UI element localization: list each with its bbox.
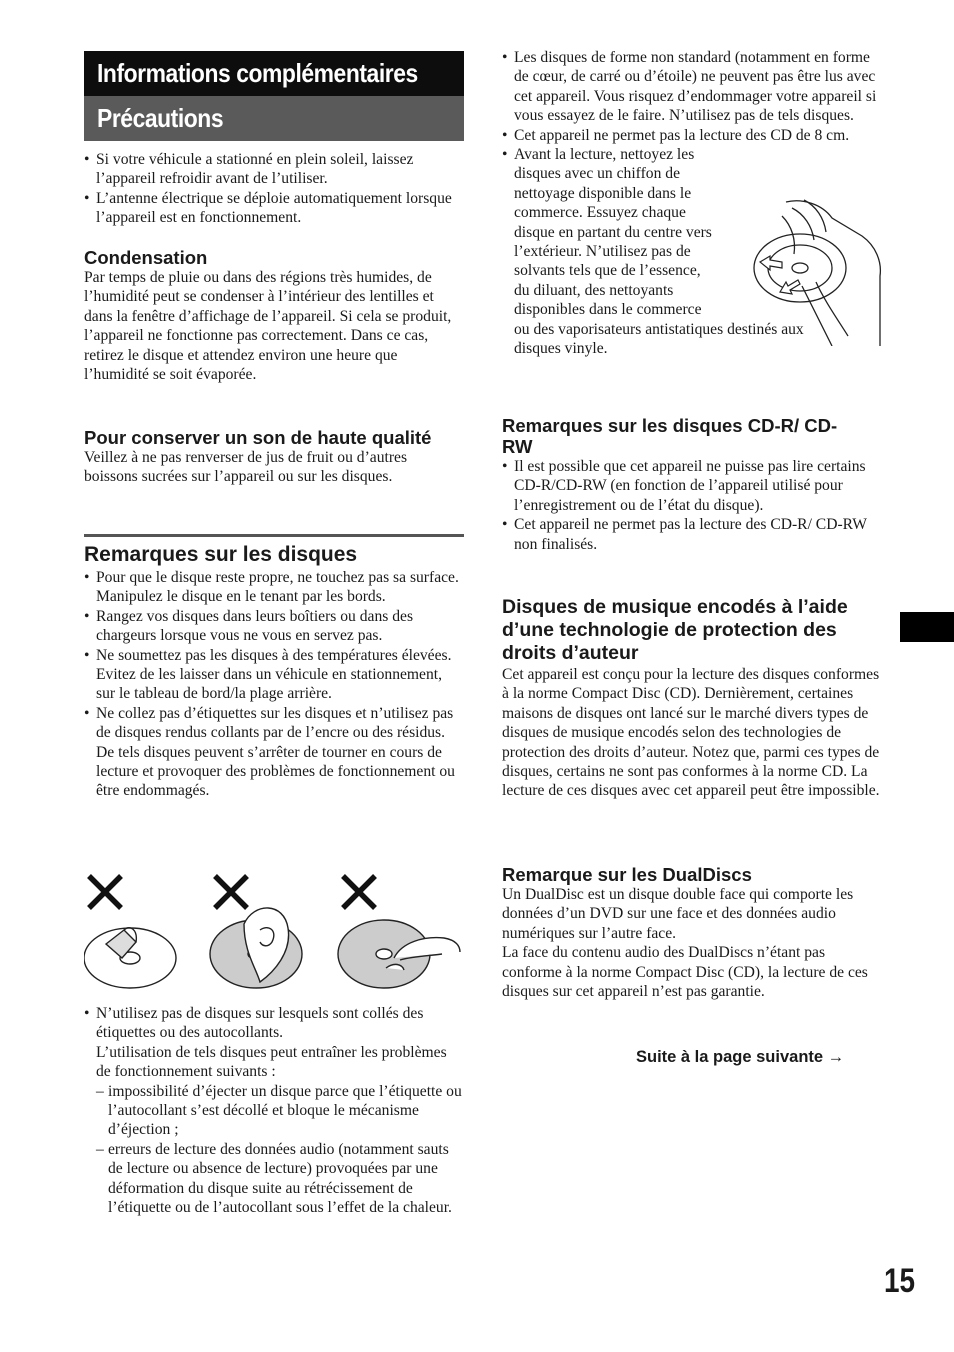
continued-next-page: Suite à la page suivante → [636,1048,845,1066]
music-text: Cet appareil est conçu pour la lecture des disques conformes à la norme Compact Disc (CD). Dernièrement, certaines maisons de disques ont lancé sur le marché divers types de disques de musique encodés selon des technologies de protection des droits d’auteur. Notez que, parmi ces types de disques, certains ne sont pas conformes à la norme CD. La lecture de ces disques avec cet appareil peut être impossible. [502,666,880,800]
page-number: 15 [884,1262,916,1300]
page-title: Précautions [97,103,224,133]
condensation-heading: Condensation [84,247,208,268]
list-item: • Les disques de forme non standard (notamment en forme de cœur, de carré ou d’étoile) ne peuvent pas être lus avec cet appareil. Vous risquez d’endommager votre appareil si vous essayez de le faire. N’utilisez pas de tels disques. [502,48,882,126]
sticker-section [84,1004,464,1217]
list-item [84,1004,464,1217]
dualdisc-heading: Remarque sur les DualDiscs [502,864,752,885]
list-item: • Ne soumettez pas les disques à des températures élevées. Evitez de les laisser dans un véhicule en stationnement, sur le tableau de bord/la plage arrière. [84,646,464,704]
sticker-warning: N’utilisez pas de disques sur lesquels sont collés des étiquettes ou des autocollants. [96,1005,424,1042]
list-item: • Cet appareil ne permet pas la lecture des CD-R/ CD-RW non finalisés. [502,515,882,554]
dash-item: – impossibilité d’éjecter un disque parce que l’étiquette ou l’autocollant s’est décollé et bloque le mécanisme d’éjection ; [96,1082,464,1140]
cdr-list [502,457,882,554]
page-title-banner [84,96,464,141]
list-item: • L’antenne électrique se déploie automatiquement lorsque l’appareil est en fonctionnement. [84,189,464,228]
music-heading: Disques de musique encodés à l’aide d’une technologie de protection des droits d’auteur [502,596,848,664]
quality-text: Veillez à ne pas renverser de jus de fruit ou d’autres boissons sucrées sur l’appareil ou sur les disques. [84,449,408,486]
intro-list-block [84,150,464,228]
sticky-disc-icon [338,920,460,988]
sticker-explanation: L’utilisation de tels disques peut entraîner les problèmes de fonctionnement suivants : [96,1043,447,1081]
sticker-list [84,1004,464,1217]
dualdisc-text-2: La face du contenu audio des DualDiscs n’étant pas conforme à la norme Compact Disc (CD), la lecture de ces disques sur cet appareil n’est pas garantie. [502,944,868,1001]
discs-heading: Remarques sur les disques [84,543,358,566]
list-item: • Si votre véhicule a stationné en plein soleil, laissez l’appareil refroidir avant de l’utiliser. [84,150,464,189]
section-title: Informations complémentaires [97,58,418,88]
cross-icon [89,876,121,908]
prohibited-illustration [84,872,464,992]
list-item: • Pour que le disque reste propre, ne touchez pas sa surface. Manipulez le disque en le tenant par les bords. [84,568,464,607]
condensation-section [84,247,464,384]
list-item: • Il est possible que cet appareil ne puisse pas lire certains CD-R/CD-RW (en fonction de l’appareil utilisé pour l’enregistrement ou de l’état du disque). [502,457,882,515]
cleaning-illustration [752,196,882,346]
cdr-heading: Remarques sur les disques CD-R/ CD-RW [502,415,838,457]
cross-icon [343,876,375,908]
dash-item: – erreurs de lecture des données audio (notamment sauts de lecture ou absence de lecture) provoquées par une déformation du disque suite au rétrécissement de l’étiquette ou de l’autocollant sous l’effet de la chaleur. [96,1140,464,1218]
quality-section [84,427,464,487]
discs-list [84,568,464,801]
cdr-section [502,415,882,554]
quality-heading: Pour conserver un son de haute qualité [84,427,432,448]
dualdisc-text-1: Un DualDisc est un disque double face qui comporte les données d’un DVD sur une face et des données audio numériques sur l’autre face. [502,886,854,942]
list-item: • Ne collez pas d’étiquettes sur les disques et n’utilisez pas de disques rendus collants par de l’encre ou des résidus. De tels disques peuvent s’arrêter de tourner en cours de lecture et provoquer des problèmes de fonctionnement ou être endommagés. [84,704,464,801]
list-item: • Rangez vos disques dans leurs boîtiers ou dans des chargeurs lorsque vous ne vous en servez pas. [84,607,464,646]
section-divider [84,534,464,537]
list-item cleaning-item: • Avant la lecture, nettoyez les disques avec un chiffon de nettoyage disponible dans le commerce. Essuyez chaque disque en partant du centre vers l’extérieur. N’utilisez pas de solvants tels que de l’essence, du diluant, des nettoyants disponibles dans le commerce ou des vaporisateurs antistatiques destinés aux disques vinyle. [502,145,882,358]
list-item: • Cet appareil ne permet pas la lecture des CD de 8 cm. [502,126,882,145]
intro-list [84,150,464,228]
music-section [502,596,882,801]
condensation-text: Par temps de pluie ou dans des régions très humides, de l’humidité peut se condenser à l’intérieur des lentilles et dans la fenêtre d’affichage de l’appareil. Si cela se produit, l’appareil ne fonctionne pas correctement. Dans ce cas, retirez le disque et attendez environ une heure que l’humidité se soit évaporée. [84,269,452,384]
section-tab-marker [900,612,954,642]
cross-icon [215,876,247,908]
disc-with-sticker-icon [84,928,176,988]
section-title-banner [84,51,464,96]
dualdisc-section [502,864,882,1001]
heart-disc-icon [210,908,302,988]
discs-section [84,543,464,801]
